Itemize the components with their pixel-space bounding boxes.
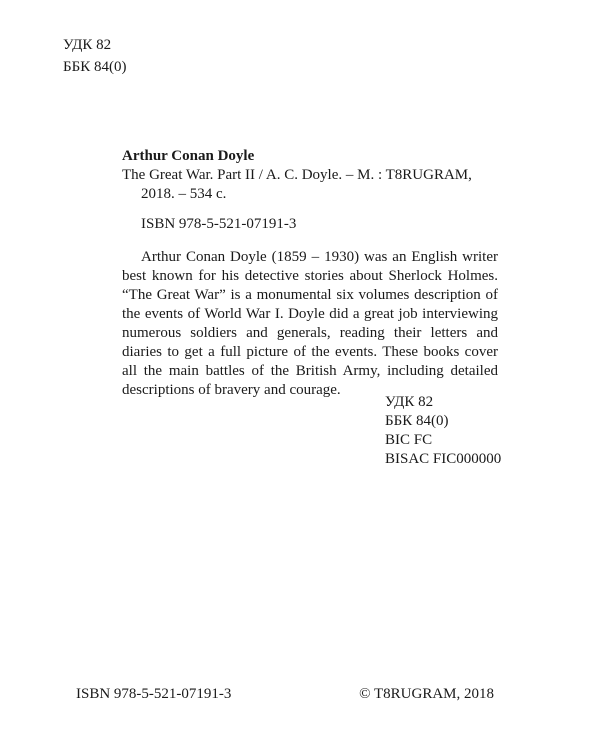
- catalog-isbn: ISBN 978-5-521-07191-3: [141, 216, 297, 232]
- copyright-notice: © T8RUGRAM, 2018: [359, 686, 494, 702]
- author-name: Arthur Conan Doyle: [122, 148, 255, 164]
- bbk-code: ББК 84(0): [63, 59, 127, 75]
- footer-isbn: ISBN 978-5-521-07191-3: [76, 686, 232, 702]
- udk-code: УДК 82: [385, 394, 434, 410]
- classification-codes-top: [63, 34, 126, 78]
- udk-code: УДК 82: [63, 37, 112, 53]
- book-annotation: Arthur Conan Doyle (1859 – 1930) was an English writer best known for his detective stories about Sherlock Holmes. “The Great War” is a monumental six volumes description of the events of World War I. Doyle did a great job interviewing numerous soldiers and generals, reading their letters and diaries to get a full picture of the events. These books cover all the main battles of the British Army, including detailed descriptions of bravery and courage.: [122, 249, 498, 398]
- catalog-record: [122, 147, 498, 400]
- bibliographic-record: The Great War. Part II / A. C. Doyle. – M. : T8RUGRAM, 2018. – 534 c.: [122, 167, 472, 202]
- bbk-code: ББК 84(0): [385, 413, 449, 429]
- classification-codes-right: [385, 393, 501, 469]
- bisac-code: BISAC FIC000000: [385, 451, 502, 467]
- bic-code: BIC FC: [385, 432, 433, 448]
